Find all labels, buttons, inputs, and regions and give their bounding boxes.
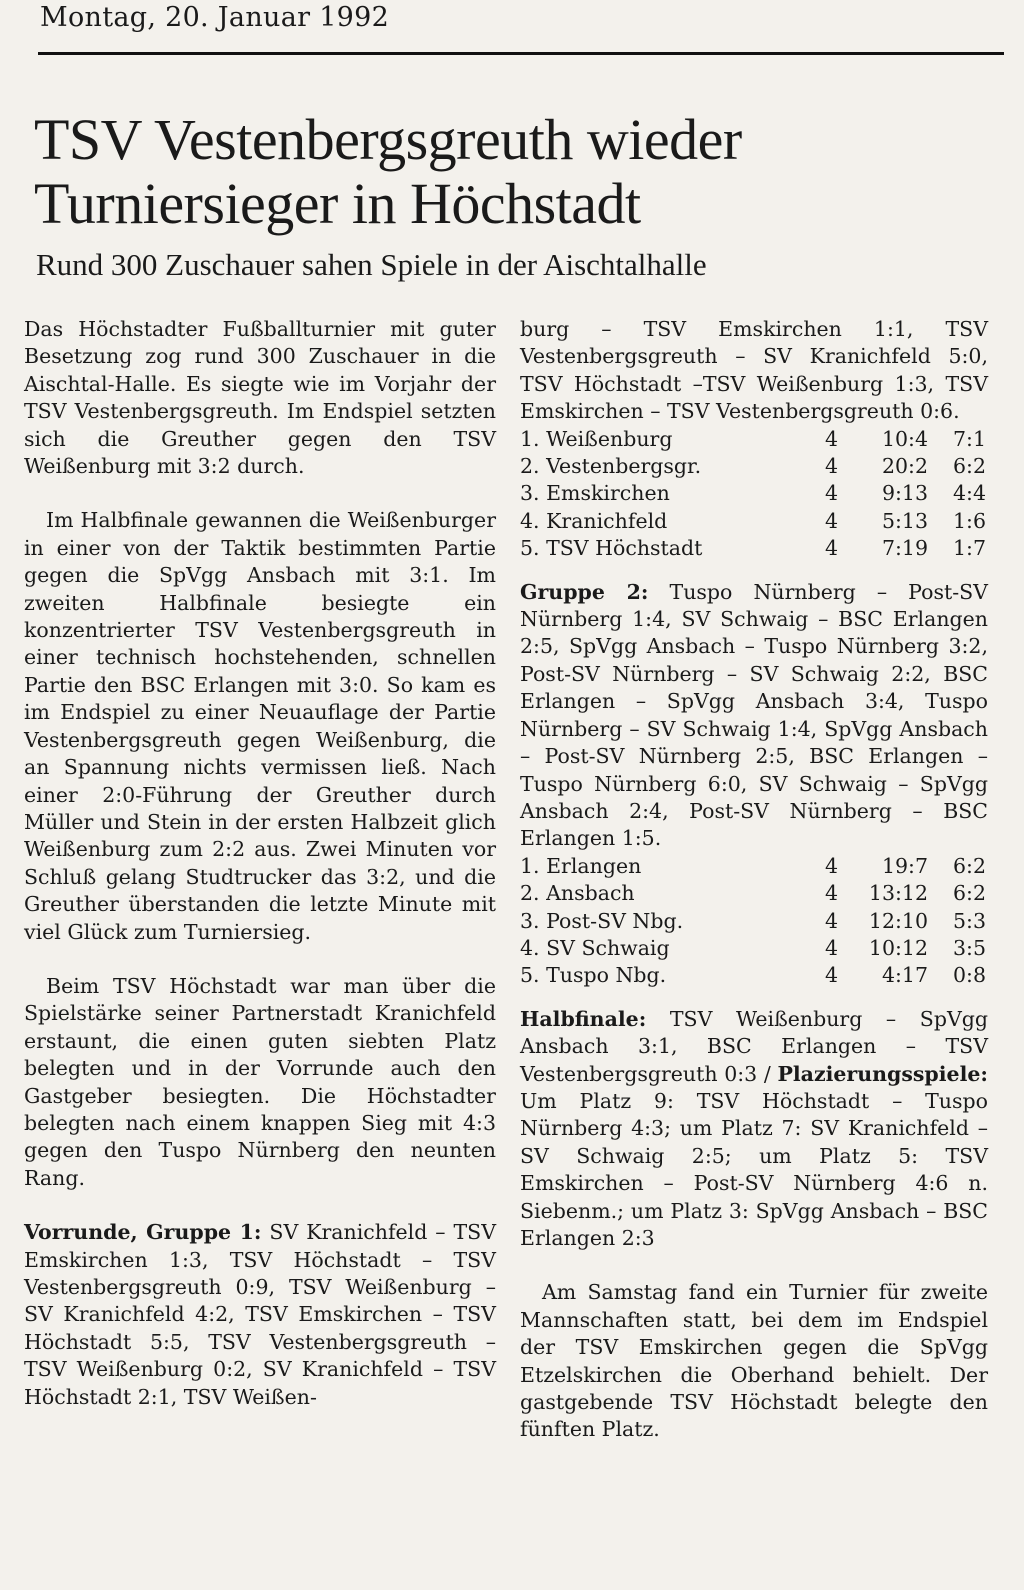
results-knockout [520,1006,988,1253]
results-text: Tuspo Nürnberg – Post-SV Nürnberg 1:4, SV Schwaig – BSC Erlangen 2:5, SpVgg Ansbach – Tuspo Nürnberg 3:2, Post-SV Nürnberg – SV Schwaig 2:2, BSC Erlangen – SpVgg Ansbach 3:4, Tuspo Nürnberg – SV Schwaig 1:4, SpVgg Ansbach – Post-SV Nürnberg 2:5, BSC Erlangen – Tuspo Nürnberg 6:0, SV Schwaig – SpVgg Ansbach 2:4, Post-SV Nürnberg – BSC Erlangen 1:5. [520,579,988,851]
standings-games: 4 [824,536,838,561]
standings-games: 4 [824,908,838,933]
standings-row [520,962,986,989]
results-group1-continued: burg – TSV Emskirchen 1:1, TSV Vestenbergsgreuth – SV Kranichfeld 5:0, TSV Höchstadt –TSV Weißenburg 1:3, TSV Emskirchen – TSV Vestenbergsgreuth 0:6. [520,317,988,424]
standings-points: 7:1 [953,426,986,451]
standings-goals: 10:4 [881,426,928,451]
article-column-left [24,316,496,1438]
article-column-right [520,316,988,1471]
standings-points: 6:2 [953,853,986,878]
standings-team: 3. Emskirchen [520,481,670,506]
standings-table-group1 [520,426,986,563]
standings-points: 1:6 [953,508,986,533]
standings-team: 1. Weißenburg [520,426,673,451]
section-label: Vorrunde, Gruppe 1: [24,1220,262,1245]
headline: TSV Vestenbergsgreuth wieder Turniersieger in Höchstadt [34,107,742,236]
standings-goals: 13:12 [868,881,928,906]
standings-team: 5. TSV Höchstadt [520,536,703,561]
results-text: TSV Weißenburg – SpVgg Ansbach 3:1, BSC Erlangen – TSV Vestenbergsgreuth 0:3 / [520,1006,988,1086]
standings-team: 5. Tuspo Nbg. [520,963,667,988]
standings-games: 4 [824,454,838,479]
standings-team: 4. Kranichfeld [520,508,668,533]
subheadline: Rund 300 Zuschauer sahen Spiele in der Aischtalhalle [36,247,707,282]
standings-row [520,426,986,453]
section-label: Plazierungsspiele: [777,1061,988,1086]
standings-table-group2 [520,853,986,990]
standings-row [520,480,986,507]
standings-games: 4 [824,963,838,988]
standings-goals: 20:2 [881,454,928,479]
standings-goals: 12:10 [868,908,928,933]
standings-goals: 10:12 [868,935,928,960]
standings-games: 4 [824,881,838,906]
standings-team: 3. Post-SV Nbg. [520,908,684,933]
standings-games: 4 [824,935,838,960]
standings-team: 2. Ansbach [520,881,635,906]
standings-row [520,880,986,907]
standings-row [520,908,986,935]
results-text: Um Platz 9: TSV Höchstadt – Tuspo Nürnberg 4:3; um Platz 7: SV Kranichfeld – SV Schwaig 2:5; um Platz 5: TSV Emskirchen – Post-SV Nürnberg 4:6 n. Siebenm.; um Platz 3: SpVgg Ansbach – BSC Erlangen 2:3 [520,1088,988,1250]
standings-row [520,453,986,480]
standings-points: 6:2 [953,454,986,479]
standings-games: 4 [824,508,838,533]
standings-row [520,935,986,962]
section-label: Gruppe 2: [520,579,649,604]
standings-points: 6:2 [953,881,986,906]
article-paragraph: Im Halbfinale gewannen die Weißenburger in einer von der Taktik bestimmten Partie gegen die SpVgg Ansbach mit 3:1. Im zweiten Halbfinale besiegte ein konzentrierter TSV Vestenbergsgreuth in einer technisch hochstehenden, schnellen Partie den BSC Erlangen mit 3:0. So kam es im Endspiel zu einer Neuauflage der Partie Vestenbergsgreuth gegen Weißenburg, die an Spannung nichts vermissen ließ. Nach einer 2:0-Führung der Greuther durch Müller und Stein in der ersten Halbzeit glich Weißenburg zum 2:2 aus. Zwei Minuten vor Schluß gelang Studtrucker das 3:2, und die Greuther überstanden die letzte Minute mit viel Glück zum Turniersieg. [24,508,496,944]
standings-row [520,535,986,562]
standings-goals: 7:19 [881,536,928,561]
standings-team: 1. Erlangen [520,853,642,878]
standings-games: 4 [824,853,838,878]
header-rule [38,52,1004,55]
standings-points: 5:3 [953,908,986,933]
article-paragraph: Am Samstag fand ein Turnier für zweite Mannschaften statt, bei dem im Endspiel der TSV Emskirchen gegen die SpVgg Etzelskirchen die Oberhand behielt. Der gastgebende TSV Höchstadt belegte den fünften Platz. [520,1280,988,1442]
results-group2 [520,579,988,853]
standings-points: 4:4 [953,481,986,506]
standings-points: 3:5 [953,935,986,960]
standings-goals: 19:7 [881,853,928,878]
standings-goals: 4:17 [881,963,928,988]
standings-team: 4. SV Schwaig [520,935,670,960]
standings-team: 2. Vestenbergsgr. [520,454,702,479]
standings-games: 4 [824,481,838,506]
results-text: SV Kranichfeld – TSV Emskirchen 1:3, TSV Höchstadt – TSV Vestenbergsgreuth 0:9, TSV Weißenburg – SV Kranichfeld 4:2, TSV Emskirchen – TSV Höchstadt 5:5, TSV Vestenbergsgreuth – TSV Weißenburg 0:2, SV Kranichfeld – TSV Höchstadt 2:1, TSV Weißen- [24,1220,496,1409]
standings-games: 4 [824,426,838,451]
standings-goals: 9:13 [881,481,928,506]
dateline: Montag, 20. Januar 1992 [40,2,390,33]
standings-goals: 5:13 [881,508,928,533]
article-paragraph: Beim TSV Höchstadt war man über die Spielstärke seiner Partnerstadt Kranichfeld erstaunt, die einen guten siebten Platz belegten und in der Vorrunde auch den Gastgeber besiegten. Die Höchstadter belegten nach einem knappen Sieg mit 4:3 gegen den Tuspo Nürnberg den neunten Rang. [24,973,496,1190]
standings-points: 0:8 [953,963,986,988]
standings-row [520,853,986,880]
results-vorrunde [24,1219,496,1411]
article-paragraph: Das Höchstadter Fußballturnier mit guter Besetzung zog rund 300 Zuschauer in die Aischtal-Halle. Es siegte wie im Vorjahr der TSV Vestenbergsgreuth. Im Endspiel setzten sich die Greuther gegen den TSV Weißenburg mit 3:2 durch. [24,317,496,479]
standings-row [520,508,986,535]
section-label: Halbfinale: [520,1006,647,1031]
standings-points: 1:7 [953,536,986,561]
